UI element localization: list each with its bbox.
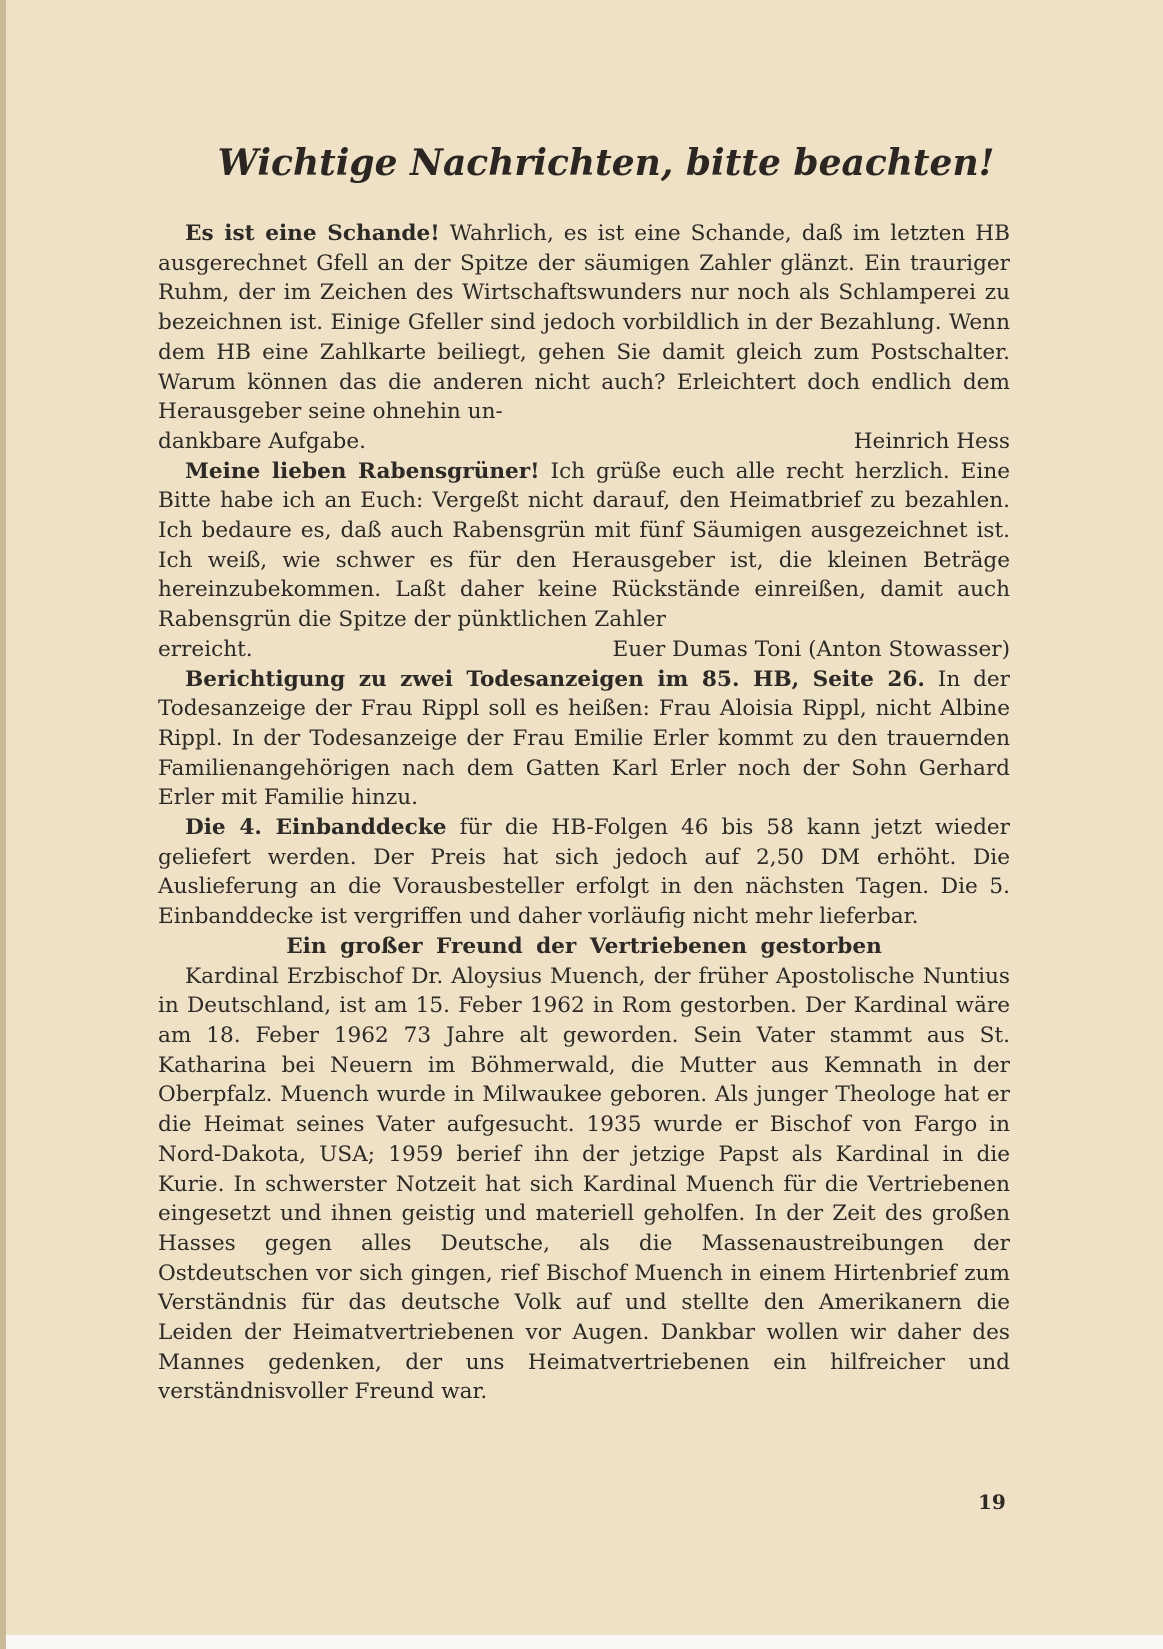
paragraph-berichtigung (158, 665, 1010, 814)
article-body (158, 219, 1010, 1407)
paragraph-lead: Meine lieben Rabensgrüner! (185, 458, 540, 484)
page-title: Wichtige Nachrichten, bitte beachten! (217, 142, 995, 184)
paragraph-lead: Die 4. Einbanddecke (185, 815, 447, 841)
closing-words: erreicht. (158, 636, 253, 662)
paragraph-lead: Es ist eine Schande! (185, 221, 440, 246)
paragraph-rabensgruen (158, 457, 1010, 665)
paragraph-text: Ich grüße euch alle recht herzlich. Eine Bitte habe ich an Euch: Vergeßt nicht darauf, den Heimatbrief zu bezahlen. Ich bedaure es, daß auch Rabensgrün mit fünf Säumigen ausgezeichnet ist. Ich weiß, wie schwer es für den Herausgeber ist, die kleinen Beträge hereinzubekommen. Laßt daher keine Rückstände einreißen, damit auch Rabensgrün die Spitze der pünktlichen Zahler (158, 458, 1011, 633)
page-number: 19 (978, 1490, 1006, 1514)
obituary-text: Kardinal Erzbischof Dr. Aloysius Muench, der früher Apostolische Nuntius in Deutschland, ist am 15. Feber 1962 in Rom gestorben. Der Kardinal wäre am 18. Feber 1962 73 Jahre alt geworden. Sein Vater stammt aus St. Katharina bei Neuern im Böhmerwald, die Mutter aus Kemnath in der Oberpfalz. Muench wurde in Milwaukee geboren. Als junger Theologe hat er die Heimat seines Vater aufgesucht. 1935 wurde er Bischof von Fargo in Nord-Dakota, USA; 1959 berief ihn der jetzige Papst als Kardinal in die Kurie. In schwerster Notzeit hat sich Kardinal Muench für die Vertriebenen eingesetzt und ihnen geistig und materiell geholfen. In der Zeit des großen Hasses gegen alles Deutsche, als die Massenaustreibungen der Ostdeutschen vor sich gingen, rief Bischof Muench in einem Hirtenbrief zum Verständnis für das deutsche Volk auf und stellte den Amerikanern die Leiden der Heimatvertriebenen vor Augen. Dankbar wollen wir daher des Mannes gedenken, der uns Heimatvertriebenen ein hilfreicher und verständnisvoller Freund war. (158, 963, 1010, 1405)
paragraph-einbanddecke (158, 813, 1010, 932)
paragraph-text: für die HB-Folgen 46 bis 58 kann jetzt wieder geliefert werden. Der Preis hat sich jedoch auf 2,50 DM erhöht. Die Auslieferung an die Vorausbesteller erfolgt in den nächsten Tagen. Die 5. Einbanddecke ist vergriffen und daher vorläufig nicht mehr lieferbar. (158, 815, 1010, 930)
obituary-heading: Ein großer Freund der Vertriebenen gestorben (286, 933, 882, 959)
paragraph-lead: Berichtigung zu zwei Todesanzeigen im 85. HB, Seite 26. (185, 666, 925, 692)
signature-line (158, 427, 1010, 457)
paragraph-text: In der Todesanzeige der Frau Rippl soll es heißen: Frau Aloisia Rippl, nicht Albine Rippl. In der Todesanzeige der Frau Emilie Erler kommt zu den trauernden Familienangehörigen nach dem Gatten Karl Erler noch der Sohn Gerhard Erler mit Familie hinzu. (158, 666, 1010, 811)
signature: Heinrich Hess (853, 428, 1010, 454)
paragraph-text: Wahrlich, es ist eine Schande, daß im letzten HB ausgerechnet Gfell an der Spitze der säumigen Zahler glänzt. Ein trauriger Ruhm, der im Zeichen des Wirtschaftswunders nur noch als Schlamperei zu bezeichnen ist. Einige Gfeller sind jedoch vorbildlich in der Bezahlung. Wenn dem HB eine Zahlkarte beiliegt, gehen Sie damit gleich zum Postschalter. Warum können das die anderen nicht auch? Erleichtert doch endlich dem Herausgeber seine ohnehin un- (158, 221, 1010, 425)
closing-words: dankbare Aufgabe. (158, 428, 367, 454)
signature: Euer Dumas Toni (Anton Stowasser) (612, 636, 1010, 662)
paragraph-schande (158, 219, 1010, 457)
signature-line (158, 635, 1010, 665)
